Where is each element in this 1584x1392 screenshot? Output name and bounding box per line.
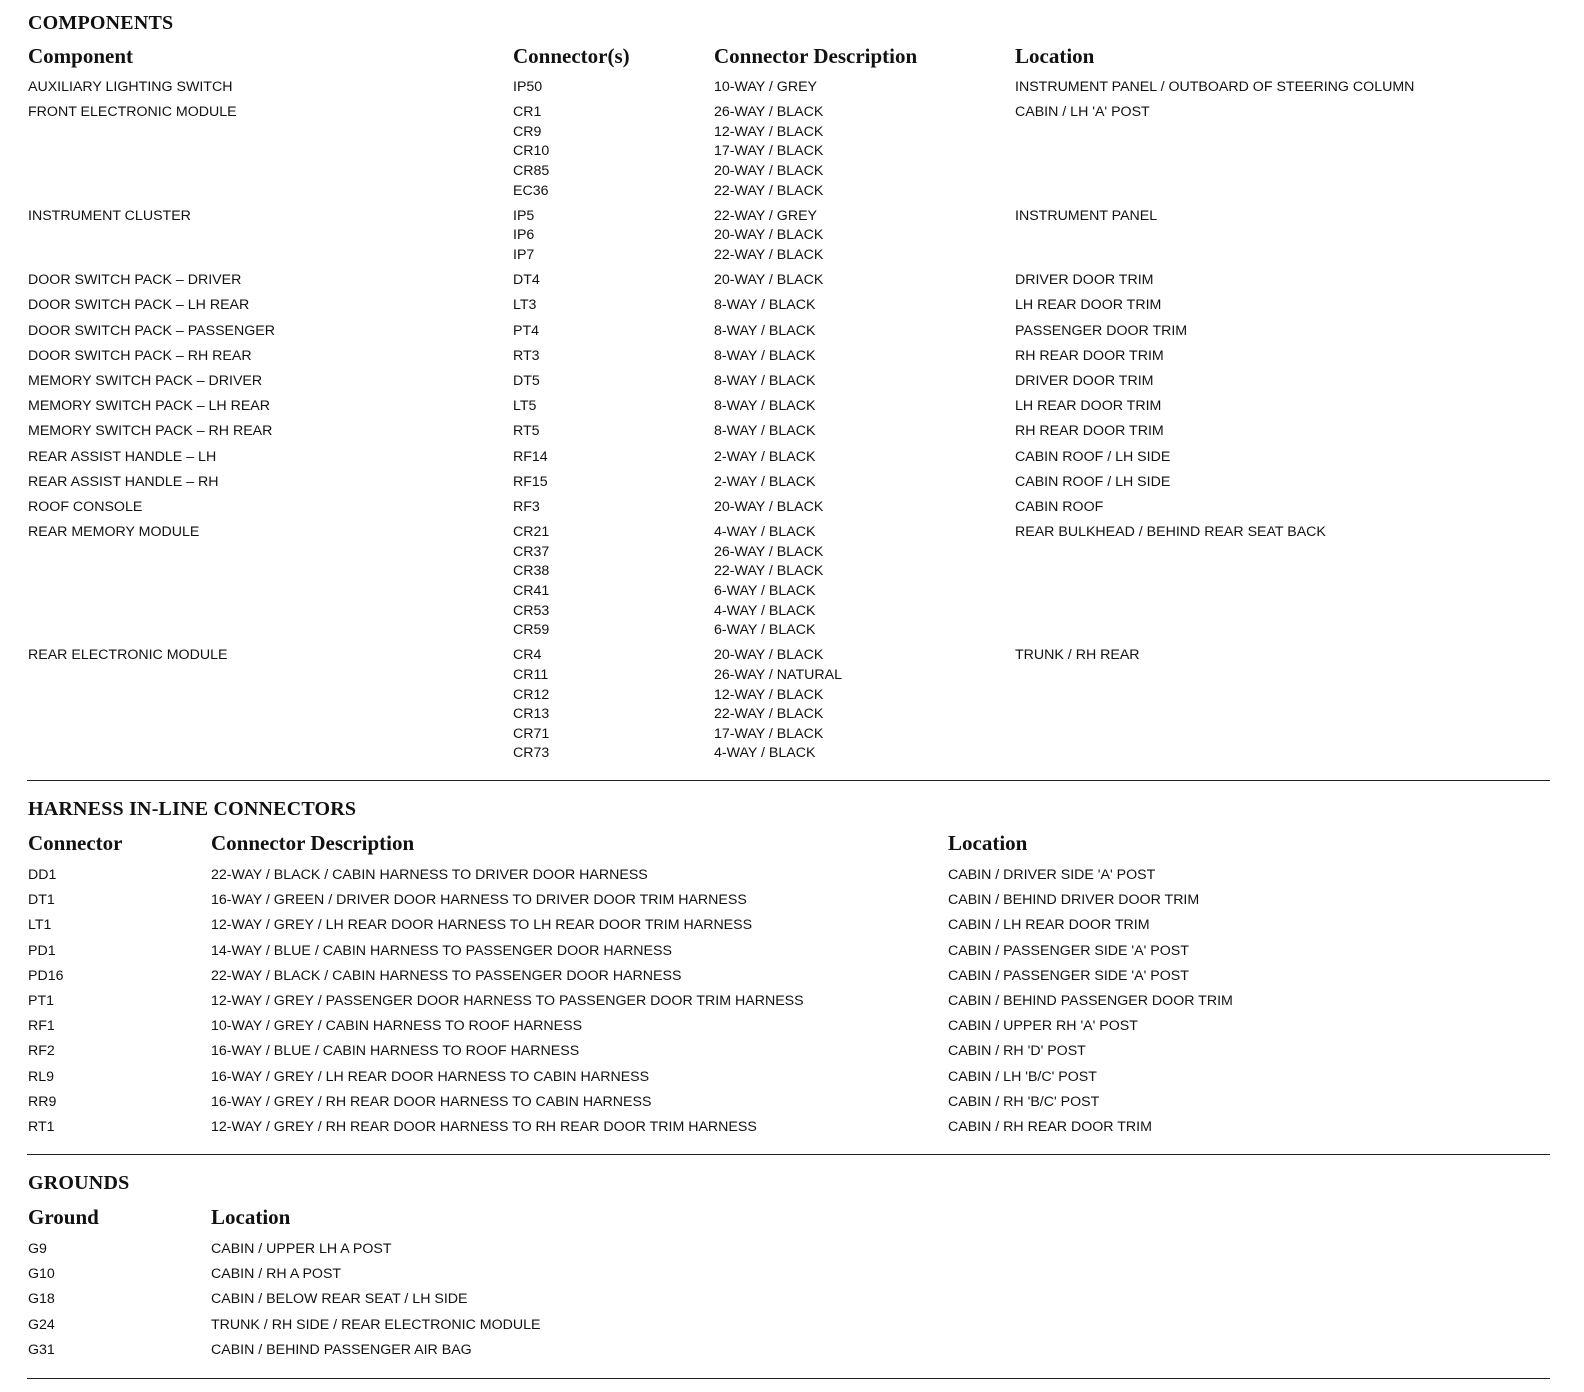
component-location: CABIN ROOF [1015,499,1104,515]
connector-description: 26-WAY / BLACK [714,543,824,560]
connector-id: RT1 [28,1119,55,1135]
header-connector-description: Connector Description [714,44,918,68]
connector-ids [513,448,548,468]
connector-ids [513,473,548,493]
component-location: PASSENGER DOOR TRIM [1015,322,1188,339]
connector-description: 22-WAY / BLACK [714,246,824,263]
connector-id: RF2 [28,1043,55,1060]
component-name: INSTRUMENT CLUSTER [28,207,191,224]
connector-descriptions [714,296,815,316]
connector-id: CR10 [513,143,550,160]
connector-id: RR9 [28,1093,57,1110]
connector-id: DT5 [513,373,540,389]
connector-id: IP5 [513,207,535,224]
connector-id: IP7 [513,246,535,263]
connector-ids [513,347,540,367]
connector-id: PT4 [513,322,540,339]
connector-location: CABIN / BEHIND DRIVER DOOR TRIM [948,892,1200,909]
connector-descriptions [714,103,823,201]
connector-description: 22-WAY / BLACK / CABIN HARNESS TO PASSENGER DOOR HARNESS [211,967,682,984]
connector-id: LT3 [513,297,537,314]
header-ground: Ground [28,1205,99,1229]
connector-id: LT5 [513,398,537,415]
section-divider [27,780,1550,781]
connector-id: DD1 [28,867,57,883]
connector-id: IP6 [513,227,535,244]
connector-location: CABIN / DRIVER SIDE 'A' POST [948,867,1156,883]
connector-id: PT1 [28,993,55,1009]
ground-id: G31 [28,1341,55,1358]
component-name: MEMORY SWITCH PACK – RH REAR [28,423,273,440]
connector-description: 17-WAY / BLACK [714,725,824,742]
header-location: Location [211,1205,291,1229]
connector-description: 17-WAY / BLACK [714,143,824,160]
connector-id: DT1 [28,892,55,909]
connector-ids [513,646,549,764]
connector-description: 8-WAY / BLACK [714,423,816,440]
ground-location: TRUNK / RH SIDE / REAR ELECTRONIC MODULE [211,1316,541,1333]
connector-description: 8-WAY / BLACK [714,297,816,314]
component-name: DOOR SWITCH PACK – LH REAR [28,297,250,314]
component-location: REAR BULKHEAD / BEHIND REAR SEAT BACK [1015,524,1326,541]
connector-description: 22-WAY / BLACK [714,706,824,723]
component-name: FRONT ELECTRONIC MODULE [28,104,237,121]
connector-ids [513,523,549,641]
ground-id: G10 [28,1266,55,1283]
connector-descriptions [714,523,823,641]
connector-descriptions [714,347,815,367]
connector-description: 12-WAY / GREY / PASSENGER DOOR HARNESS TO PASSENGER DOOR TRIM HARNESS [211,993,804,1009]
connector-descriptions [714,271,823,291]
connector-id: RF3 [513,499,540,515]
connector-description: 22-WAY / BLACK [714,182,824,199]
connector-description: 12-WAY / BLACK [714,686,824,703]
connector-description: 8-WAY / BLACK [714,398,816,415]
connector-description: 20-WAY / BLACK [714,499,824,515]
connector-id: CR37 [513,543,550,560]
connector-ids [513,296,536,316]
component-name: REAR ASSIST HANDLE – LH [28,448,217,465]
connector-descriptions [714,78,817,98]
connector-id: PD1 [28,942,56,959]
connector-description: 20-WAY / BLACK [714,162,824,179]
component-name: DOOR SWITCH PACK – RH REAR [28,347,252,364]
connector-ids [513,207,534,266]
section-divider [27,1378,1550,1379]
component-location: INSTRUMENT PANEL / OUTBOARD OF STEERING COLUMN [1015,79,1415,95]
connector-location: CABIN / UPPER RH 'A' POST [948,1018,1138,1035]
connector-description: 12-WAY / GREY / LH REAR DOOR HARNESS TO LH REAR DOOR TRIM HARNESS [211,917,753,934]
connector-id: CR85 [513,162,550,179]
connector-descriptions [714,473,815,493]
component-name: DOOR SWITCH PACK – DRIVER [28,272,242,289]
connector-description: 10-WAY / GREY [714,79,818,95]
connector-description: 20-WAY / BLACK [714,227,824,244]
component-name: DOOR SWITCH PACK – PASSENGER [28,322,276,339]
component-location: LH REAR DOOR TRIM [1015,297,1162,314]
connector-description: 22-WAY / BLACK / CABIN HARNESS TO DRIVER DOOR HARNESS [211,867,648,883]
connector-descriptions [714,448,815,468]
connector-location: CABIN / RH 'D' POST [948,1043,1086,1060]
connector-location: CABIN / LH REAR DOOR TRIM [948,917,1150,934]
connector-description: 8-WAY / BLACK [714,373,816,389]
harness-title: HARNESS IN-LINE CONNECTORS [28,798,357,820]
component-name: AUXILIARY LIGHTING SWITCH [28,79,233,95]
component-location: CABIN / LH 'A' POST [1015,104,1150,121]
connector-id: CR1 [513,104,542,121]
connector-id: CR59 [513,622,550,639]
connector-ids [513,397,536,417]
ground-id: G9 [28,1241,47,1257]
connector-description: 16-WAY / GREY / LH REAR DOOR HARNESS TO CABIN HARNESS [211,1068,650,1085]
connector-description: 12-WAY / BLACK [714,123,824,140]
connector-id: PD16 [28,967,64,984]
connector-location: CABIN / BEHIND PASSENGER DOOR TRIM [948,993,1233,1009]
component-name: REAR MEMORY MODULE [28,524,200,541]
connector-descriptions [714,498,823,518]
connector-descriptions [714,322,815,342]
connector-description: 20-WAY / BLACK [714,272,824,289]
connector-description: 10-WAY / GREY / CABIN HARNESS TO ROOF HARNESS [211,1018,583,1035]
connector-description: 4-WAY / BLACK [714,524,816,541]
connector-id: CR9 [513,123,542,140]
header-connector-description: Connector Description [211,831,415,855]
connector-ids [513,498,540,518]
connector-description: 16-WAY / GREEN / DRIVER DOOR HARNESS TO DRIVER DOOR TRIM HARNESS [211,892,747,909]
connector-id: RF15 [513,473,548,490]
component-name: MEMORY SWITCH PACK – LH REAR [28,398,271,415]
connector-id: RT3 [513,347,540,364]
component-location: INSTRUMENT PANEL [1015,207,1158,224]
connector-location: CABIN / RH REAR DOOR TRIM [948,1119,1152,1135]
connector-description: 8-WAY / BLACK [714,347,816,364]
connector-description: 16-WAY / BLUE / CABIN HARNESS TO ROOF HARNESS [211,1043,580,1060]
connector-description: 20-WAY / BLACK [714,647,824,664]
connector-id: RT5 [513,423,540,440]
connector-id: CR73 [513,745,550,762]
connector-id: RL9 [28,1068,55,1085]
ground-id: G18 [28,1291,55,1308]
connector-id: CR38 [513,563,550,580]
connector-id: CR21 [513,524,550,541]
connector-ids [513,271,540,291]
component-location: RH REAR DOOR TRIM [1015,347,1164,364]
ground-location: CABIN / RH A POST [211,1266,342,1283]
connector-id: CR41 [513,582,550,599]
connector-id: CR12 [513,686,550,703]
connector-ids [513,322,539,342]
connector-description: 2-WAY / BLACK [714,448,816,465]
component-location: TRUNK / RH REAR [1015,647,1140,664]
connector-descriptions [714,372,815,392]
connector-description: 6-WAY / BLACK [714,622,816,639]
connector-id: CR4 [513,647,542,664]
connector-description: 26-WAY / BLACK [714,104,824,121]
connector-location: CABIN / PASSENGER SIDE 'A' POST [948,967,1189,984]
connector-descriptions [714,422,815,442]
connector-ids [513,103,549,201]
component-location: CABIN ROOF / LH SIDE [1015,448,1171,465]
ground-location: CABIN / BEHIND PASSENGER AIR BAG [211,1341,472,1358]
connector-location: CABIN / PASSENGER SIDE 'A' POST [948,942,1189,959]
connector-location: CABIN / LH 'B/C' POST [948,1068,1097,1085]
header-connector: Connector [28,831,123,855]
connector-description: 6-WAY / BLACK [714,582,816,599]
connector-ids [513,422,540,442]
connector-descriptions [714,207,823,266]
connector-description: 22-WAY / BLACK [714,563,824,580]
connector-id: EC36 [513,182,549,199]
connector-description: 26-WAY / NATURAL [714,666,842,683]
header-connectors: Connector(s) [513,44,630,68]
component-location: CABIN ROOF / LH SIDE [1015,473,1171,490]
connector-descriptions [714,397,815,417]
connector-description: 16-WAY / GREY / RH REAR DOOR HARNESS TO CABIN HARNESS [211,1093,652,1110]
connector-id: CR13 [513,706,550,723]
connector-ids [513,372,540,392]
ground-location: CABIN / BELOW REAR SEAT / LH SIDE [211,1291,468,1308]
connector-description: 22-WAY / GREY [714,207,818,224]
connector-id: IP50 [513,79,543,95]
connector-id: RF14 [513,448,548,465]
component-location: DRIVER DOOR TRIM [1015,272,1154,289]
connector-id: CR11 [513,666,549,683]
component-name: MEMORY SWITCH PACK – DRIVER [28,373,263,389]
connector-id: CR71 [513,725,550,742]
component-name: REAR ELECTRONIC MODULE [28,647,228,664]
ground-location: CABIN / UPPER LH A POST [211,1241,392,1257]
connector-ids [513,78,542,98]
connector-description: 14-WAY / BLUE / CABIN HARNESS TO PASSENGER DOOR HARNESS [211,942,672,959]
connector-descriptions [714,646,842,764]
component-location: RH REAR DOOR TRIM [1015,423,1164,440]
connector-id: CR53 [513,602,550,619]
connector-id: LT1 [28,917,52,934]
components-title: COMPONENTS [28,12,174,34]
connector-location: CABIN / RH 'B/C' POST [948,1093,1100,1110]
connector-description: 4-WAY / BLACK [714,602,816,619]
connector-description: 8-WAY / BLACK [714,322,816,339]
header-location: Location [948,831,1028,855]
connector-id: DT4 [513,272,540,289]
connector-description: 4-WAY / BLACK [714,745,816,762]
connector-description: 2-WAY / BLACK [714,473,816,490]
component-location: DRIVER DOOR TRIM [1015,373,1154,389]
ground-id: G24 [28,1316,55,1333]
grounds-title: GROUNDS [28,1172,130,1194]
component-name: ROOF CONSOLE [28,499,143,515]
component-name: REAR ASSIST HANDLE – RH [28,473,219,490]
header-component: Component [28,44,134,68]
connector-description: 12-WAY / GREY / RH REAR DOOR HARNESS TO RH REAR DOOR TRIM HARNESS [211,1119,757,1135]
section-divider [27,1154,1550,1155]
header-location: Location [1015,44,1095,68]
component-location: LH REAR DOOR TRIM [1015,398,1162,415]
connector-id: RF1 [28,1018,55,1035]
